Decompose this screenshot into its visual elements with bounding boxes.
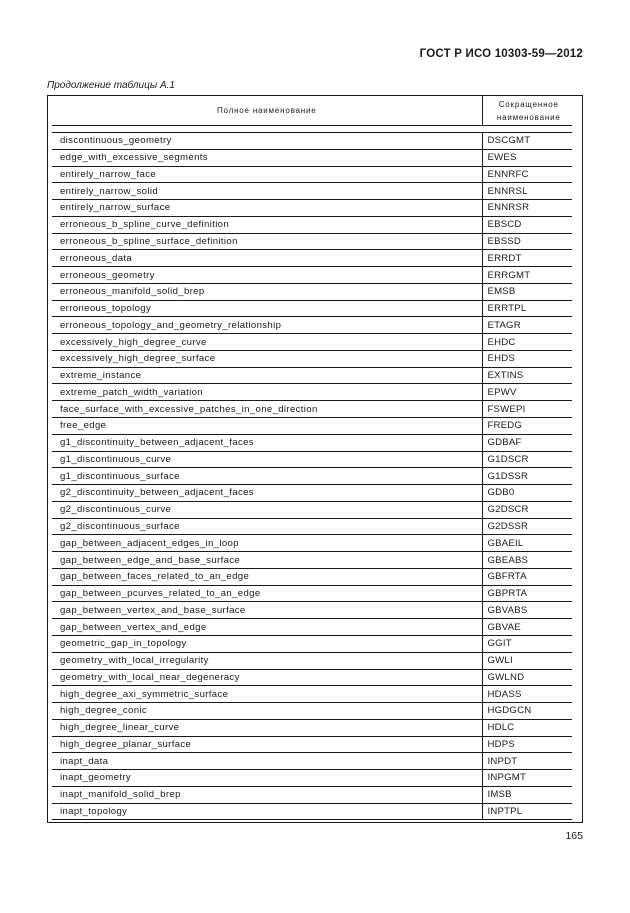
short-name-cell: HDASS bbox=[482, 686, 572, 703]
table-row bbox=[52, 535, 572, 552]
table-row bbox=[52, 250, 572, 267]
short-name-cell: GBAEIL bbox=[482, 535, 572, 552]
full-name-cell: excessively_high_degree_curve bbox=[52, 334, 482, 351]
table-row bbox=[52, 568, 572, 585]
table-row bbox=[52, 770, 572, 787]
full-name-cell: g1_discontinuous_curve bbox=[52, 451, 482, 468]
table-row bbox=[52, 384, 572, 401]
short-name-cell: DSCGMT bbox=[482, 133, 572, 150]
short-name-cell: G1DSCR bbox=[482, 451, 572, 468]
short-name-cell: GBVABS bbox=[482, 602, 572, 619]
full-name-cell: g2_discontinuous_curve bbox=[52, 501, 482, 518]
full-name-cell: geometry_with_local_near_degeneracy bbox=[52, 669, 482, 686]
short-name-cell: EPWV bbox=[482, 384, 572, 401]
table-row bbox=[52, 434, 572, 451]
table-row bbox=[52, 267, 572, 284]
table-row bbox=[52, 635, 572, 652]
short-name-cell: HGDGCN bbox=[482, 703, 572, 720]
table-row bbox=[52, 350, 572, 367]
short-name-cell: HDLC bbox=[482, 719, 572, 736]
full-name-cell: g2_discontinuity_between_adjacent_faces bbox=[52, 485, 482, 502]
short-name-cell: ETAGR bbox=[482, 317, 572, 334]
table-body bbox=[52, 133, 572, 820]
full-name-cell: entirely_narrow_surface bbox=[52, 200, 482, 217]
short-name-cell: GDBAF bbox=[482, 434, 572, 451]
table-row bbox=[52, 401, 572, 418]
full-name-cell: gap_between_faces_related_to_an_edge bbox=[52, 568, 482, 585]
table-row bbox=[52, 686, 572, 703]
table-row bbox=[52, 216, 572, 233]
short-name-cell: ERRDT bbox=[482, 250, 572, 267]
full-name-cell: discontinuous_geometry bbox=[52, 133, 482, 150]
table-caption: Продолжение таблицы А.1 bbox=[47, 80, 175, 91]
full-name-cell: high_degree_conic bbox=[52, 703, 482, 720]
table-row bbox=[52, 736, 572, 753]
table-row bbox=[52, 619, 572, 636]
full-name-cell: extreme_patch_width_variation bbox=[52, 384, 482, 401]
full-name-cell: extreme_instance bbox=[52, 367, 482, 384]
full-name-cell: geometric_gap_in_topology bbox=[52, 635, 482, 652]
table-row bbox=[52, 485, 572, 502]
full-name-cell: inapt_geometry bbox=[52, 770, 482, 787]
short-name-cell: EHDS bbox=[482, 350, 572, 367]
short-name-cell: IMSB bbox=[482, 786, 572, 803]
table-row bbox=[52, 703, 572, 720]
abbreviation-table bbox=[52, 96, 572, 820]
full-name-cell: inapt_topology bbox=[52, 803, 482, 820]
table-row bbox=[52, 317, 572, 334]
full-name-cell: erroneous_b_spline_curve_definition bbox=[52, 216, 482, 233]
table-row bbox=[52, 719, 572, 736]
full-name-cell: face_surface_with_excessive_patches_in_one_direction bbox=[52, 401, 482, 418]
short-name-cell: HDPS bbox=[482, 736, 572, 753]
table-row bbox=[52, 518, 572, 535]
column-header-short-name bbox=[482, 96, 572, 126]
short-name-cell: ERRTPL bbox=[482, 300, 572, 317]
standard-header: ГОСТ Р ИСО 10303-59—2012 bbox=[419, 48, 583, 60]
abbreviation-table-frame bbox=[47, 95, 583, 823]
short-name-cell: ENNRSL bbox=[482, 183, 572, 200]
short-name-cell: EHDC bbox=[482, 334, 572, 351]
short-name-cell: GWLND bbox=[482, 669, 572, 686]
header-gap bbox=[52, 126, 572, 133]
full-name-cell: erroneous_geometry bbox=[52, 267, 482, 284]
full-name-cell: edge_with_excessive_segments bbox=[52, 149, 482, 166]
short-name-cell: GBEABS bbox=[482, 552, 572, 569]
full-name-cell: inapt_manifold_solid_brep bbox=[52, 786, 482, 803]
full-name-cell: high_degree_planar_surface bbox=[52, 736, 482, 753]
table-row bbox=[52, 283, 572, 300]
table-row bbox=[52, 451, 572, 468]
full-name-cell: gap_between_edge_and_base_surface bbox=[52, 552, 482, 569]
short-name-cell: ENNRSR bbox=[482, 200, 572, 217]
table-row bbox=[52, 418, 572, 435]
table-row bbox=[52, 200, 572, 217]
table-row bbox=[52, 133, 572, 150]
full-name-cell: entirely_narrow_face bbox=[52, 166, 482, 183]
full-name-cell: gap_between_vertex_and_edge bbox=[52, 619, 482, 636]
full-name-cell: erroneous_b_spline_surface_definition bbox=[52, 233, 482, 250]
full-name-cell: g2_discontinuous_surface bbox=[52, 518, 482, 535]
column-header-short-line2: наименование bbox=[496, 112, 561, 122]
table-row bbox=[52, 753, 572, 770]
full-name-cell: erroneous_manifold_solid_brep bbox=[52, 283, 482, 300]
full-name-cell: entirely_narrow_solid bbox=[52, 183, 482, 200]
full-name-cell: erroneous_topology bbox=[52, 300, 482, 317]
short-name-cell: ERRGMT bbox=[482, 267, 572, 284]
table-row bbox=[52, 652, 572, 669]
table-row bbox=[52, 183, 572, 200]
short-name-cell: EBSSD bbox=[482, 233, 572, 250]
short-name-cell: GGIT bbox=[482, 635, 572, 652]
full-name-cell: gap_between_pcurves_related_to_an_edge bbox=[52, 585, 482, 602]
table-header-row bbox=[52, 96, 572, 126]
table-row bbox=[52, 468, 572, 485]
full-name-cell: erroneous_data bbox=[52, 250, 482, 267]
short-name-cell: G2DSCR bbox=[482, 501, 572, 518]
short-name-cell: EWES bbox=[482, 149, 572, 166]
short-name-cell: G2DSSR bbox=[482, 518, 572, 535]
table-row bbox=[52, 585, 572, 602]
short-name-cell: GBPRTA bbox=[482, 585, 572, 602]
short-name-cell: G1DSSR bbox=[482, 468, 572, 485]
table-row bbox=[52, 300, 572, 317]
page-number: 165 bbox=[565, 830, 583, 842]
full-name-cell: high_degree_axi_symmetric_surface bbox=[52, 686, 482, 703]
short-name-cell: FREDG bbox=[482, 418, 572, 435]
full-name-cell: g1_discontinuity_between_adjacent_faces bbox=[52, 434, 482, 451]
full-name-cell: free_edge bbox=[52, 418, 482, 435]
full-name-cell: excessively_high_degree_surface bbox=[52, 350, 482, 367]
table-row bbox=[52, 669, 572, 686]
table-row bbox=[52, 501, 572, 518]
column-header-short-line1: Сокращенное bbox=[498, 99, 559, 109]
short-name-cell: INPGMT bbox=[482, 770, 572, 787]
full-name-cell: gap_between_vertex_and_base_surface bbox=[52, 602, 482, 619]
full-name-cell: g1_discontinuous_surface bbox=[52, 468, 482, 485]
table-row bbox=[52, 367, 572, 384]
table-row bbox=[52, 233, 572, 250]
short-name-cell: INPTPL bbox=[482, 803, 572, 820]
short-name-cell: GWLI bbox=[482, 652, 572, 669]
table-row bbox=[52, 786, 572, 803]
table-row bbox=[52, 334, 572, 351]
short-name-cell: FSWEPI bbox=[482, 401, 572, 418]
short-name-cell: GBVAE bbox=[482, 619, 572, 636]
short-name-cell: GBFRTA bbox=[482, 568, 572, 585]
short-name-cell: EXTINS bbox=[482, 367, 572, 384]
full-name-cell: gap_between_adjacent_edges_in_loop bbox=[52, 535, 482, 552]
table-row bbox=[52, 552, 572, 569]
table-row bbox=[52, 602, 572, 619]
short-name-cell: GDB0 bbox=[482, 485, 572, 502]
table-row bbox=[52, 803, 572, 820]
short-name-cell: EBSCD bbox=[482, 216, 572, 233]
table-row bbox=[52, 149, 572, 166]
full-name-cell: geometry_with_local_irregularity bbox=[52, 652, 482, 669]
column-header-full-name: Полное наименование bbox=[52, 96, 482, 126]
full-name-cell: high_degree_linear_curve bbox=[52, 719, 482, 736]
short-name-cell: INPDT bbox=[482, 753, 572, 770]
full-name-cell: inapt_data bbox=[52, 753, 482, 770]
full-name-cell: erroneous_topology_and_geometry_relationship bbox=[52, 317, 482, 334]
short-name-cell: EMSB bbox=[482, 283, 572, 300]
table-row bbox=[52, 166, 572, 183]
short-name-cell: ENNRFC bbox=[482, 166, 572, 183]
